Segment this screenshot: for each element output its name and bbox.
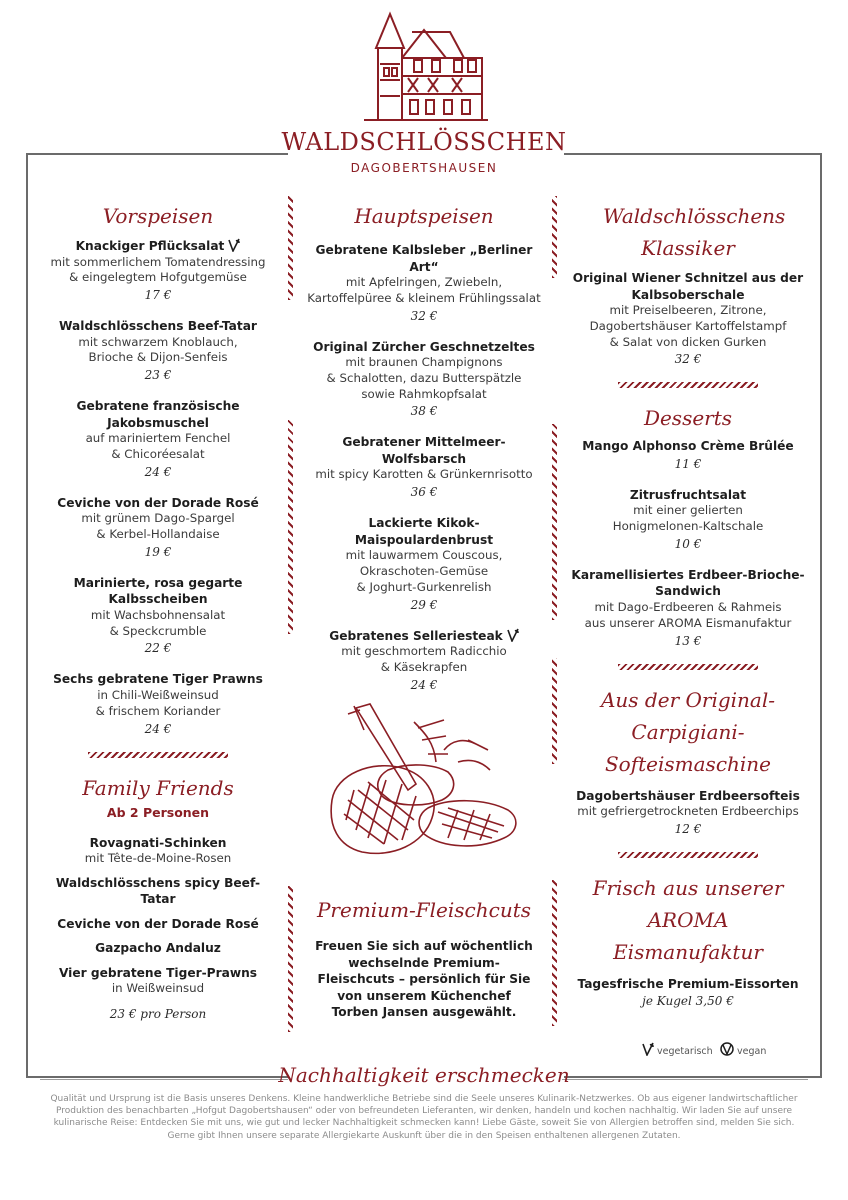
menu-item-name	[570, 270, 806, 303]
menu-item-name	[40, 965, 276, 982]
section-separator	[618, 382, 758, 388]
menu-item	[570, 270, 806, 368]
frame-left	[26, 153, 28, 1077]
legend-vegan-label: vegan	[737, 1046, 767, 1057]
menu-item-description: mit Dago-Erdbeeren & Rahmeis	[594, 599, 782, 614]
menu-item	[40, 671, 276, 737]
column-right	[570, 200, 806, 1024]
menu-item-description: mit geschmortem Radicchio	[341, 644, 507, 659]
menu-item-description: mit grünem Dago-Spargel	[81, 511, 235, 526]
aroma-list	[570, 976, 806, 1011]
menu-item-description: Dagobertshäuser Kartoffelstampf	[589, 318, 787, 333]
menu-item-price: 10 €	[674, 536, 702, 551]
menu-item-name	[40, 238, 276, 255]
menu-item-name	[570, 976, 806, 993]
menu-item-name	[40, 398, 276, 431]
menu-item-name	[304, 515, 544, 548]
menu-item	[304, 515, 544, 613]
legend-vegetarian	[638, 1042, 713, 1057]
section-title-mains: Hauptspeisen	[354, 204, 494, 228]
menu-item-description: mit spicy Karotten & Grünkernrisotto	[315, 467, 533, 482]
menu-item-description: mit einer gelierten	[633, 503, 743, 518]
menu-item-name-text: Gebratene Kalbsleber „Berliner Art“	[315, 243, 533, 274]
menu-item-name-text: Gebratene französische Jakobsmuschel	[76, 399, 240, 430]
menu-item-description: mit Wachsbohnensalat	[90, 607, 226, 622]
family-subtitle: Ab 2 Personen	[106, 804, 210, 820]
section-title-classics: Waldschlösschens Klassiker	[603, 204, 786, 260]
section-separator	[618, 664, 758, 670]
vegetarian-icon	[228, 238, 240, 252]
menu-item-name-text: Sechs gebratene Tiger Prawns	[53, 672, 263, 687]
menu-item-price: 13 €	[674, 633, 702, 648]
menu-item-price: 32 €	[410, 308, 438, 323]
menu-item-price: 12 €	[674, 821, 702, 836]
menu-item-name-text: Knackiger Pflücksalat	[75, 239, 225, 253]
brand-name: WALDSCHLÖSSCHEN	[281, 128, 567, 156]
section-title-softeis: Aus der Original-Carpigiani-Softeismaschine	[600, 687, 775, 776]
menu-item	[40, 495, 276, 561]
menu-item-description: & Schalotten, dazu Butterspätzle	[326, 370, 522, 385]
menu-item	[40, 398, 276, 481]
menu-item-price: 11 €	[674, 456, 702, 471]
menu-item-name	[570, 567, 806, 600]
section-separator	[618, 852, 758, 858]
menu-item	[570, 487, 806, 553]
menu-item-description: Brioche & Dijon-Senfeis	[88, 350, 228, 365]
menu-item-description: in Weißweinsud	[111, 981, 205, 996]
menu-item-description: & Speckcrumble	[109, 623, 207, 638]
menu-item-name	[40, 671, 276, 688]
menu-item	[570, 567, 806, 650]
starters-list	[40, 238, 276, 738]
menu-item-description: & Kerbel-Hollandaise	[96, 527, 220, 542]
vegetarian-icon	[507, 628, 519, 642]
section-title-desserts: Desserts	[643, 406, 733, 431]
menu-item-name-text: Tagesfrische Premium-Eissorten	[577, 976, 799, 991]
menu-item-name-text: Marinierte, rosa gegarte Kalbsscheiben	[73, 575, 243, 607]
menu-item-description: auf mariniertem Fenchel	[85, 431, 231, 446]
menu-item-name-text: Original Zürcher Geschnetzeltes	[313, 339, 535, 354]
mains-list	[304, 242, 544, 694]
menu-item-name-text: Waldschlösschens spicy Beef-Tatar	[55, 875, 261, 907]
divider-2b	[552, 424, 557, 620]
menu-item-name	[40, 835, 276, 852]
section-title-starters: Vorspeisen	[102, 204, 214, 228]
menu-item-description: in Chili-Weißweinsud	[97, 687, 219, 702]
menu-item-description: Okraschoten-Gemüse	[359, 564, 489, 579]
menu-item-name-text: Gebratenes Selleriesteak	[329, 628, 503, 643]
menu-item-description: mit braunen Champignons	[345, 355, 503, 370]
menu-item-name	[40, 875, 276, 908]
menu-item-name	[40, 940, 276, 957]
menu-item-name	[304, 242, 544, 275]
frame-right	[820, 153, 822, 1077]
menu-item-price: 32 €	[674, 352, 702, 367]
menu-item-price: 24 €	[144, 721, 172, 736]
menu-item-name-text: Gebratener Mittelmeer-Wolfsbarsch	[342, 435, 506, 466]
menu-item-price: 38 €	[410, 404, 438, 419]
divider-1c	[288, 886, 293, 1032]
menu-item	[304, 628, 544, 694]
menu-item-name	[304, 434, 544, 467]
menu-item-price: 24 €	[144, 464, 172, 479]
family-list	[40, 835, 276, 998]
menu-item-name-text: Waldschlösschens Beef-Tatar	[59, 319, 257, 334]
menu-item-name	[40, 916, 276, 933]
menu-item-price: 29 €	[410, 597, 438, 612]
classics-list	[570, 270, 806, 368]
menu-item-name-text: Karamellisiertes Erdbeer-Brioche-Sandwich	[571, 567, 805, 599]
family-price: 23 € pro Person	[109, 1007, 207, 1022]
desserts-list	[570, 438, 806, 649]
divider-1b	[288, 420, 293, 634]
menu-item-price: 36 €	[410, 485, 438, 500]
menu-item-name-text: Zitrusfruchtsalat	[629, 487, 747, 502]
softeis-list	[570, 788, 806, 838]
menu-item	[40, 940, 276, 957]
menu-item	[40, 875, 276, 908]
legend-vegetarian-label: vegetarisch	[657, 1046, 713, 1057]
menu-item-price: 22 €	[144, 641, 172, 656]
menu-item-description: mit schwarzem Knoblauch,	[78, 334, 238, 349]
menu-item-name	[570, 438, 806, 455]
vegan-icon	[720, 1042, 734, 1056]
section-separator	[88, 752, 228, 758]
menu-item-price: 24 €	[410, 677, 438, 692]
menu-item-description: mit Preiselbeeren, Zitrone,	[609, 303, 767, 317]
menu-item-name	[304, 628, 544, 645]
menu-item	[304, 434, 544, 501]
menu-item-description: Honigmelonen-Kaltschale	[612, 519, 764, 534]
menu-item-description: mit lauwarmem Couscous,	[345, 548, 503, 563]
menu-item-description: mit sommerlichem Tomatendressing	[50, 254, 266, 269]
divider-2a	[552, 196, 557, 278]
menu-item-name-text: Gazpacho Andaluz	[95, 941, 221, 956]
menu-item-description: mit gefriergetrockneten Erdbeerchips	[577, 804, 799, 819]
menu-item-name	[570, 788, 806, 805]
menu-item-name-text: Ceviche von der Dorade Rosé	[57, 916, 259, 931]
menu-item	[40, 575, 276, 658]
menu-item-description: & Käsekrapfen	[380, 659, 468, 674]
section-title-premium: Premium-Fleischcuts	[316, 898, 532, 922]
menu-item	[40, 965, 276, 997]
section-title-aroma: Frisch aus unserer AROMA Eismanufaktur	[592, 875, 784, 964]
menu-item-name-text: Lackierte Kikok-Maispoulardenbrust	[354, 516, 494, 547]
column-middle	[304, 200, 544, 708]
menu-item-name	[570, 487, 806, 504]
menu-item-description: & Joghurt-Gurkenrelish	[356, 579, 492, 594]
menu-item-name	[304, 339, 544, 356]
menu-item-name-text: Dagobertshäuser Erdbeersofteis	[576, 788, 800, 803]
menu-item-price: 17 €	[144, 288, 172, 303]
menu-item	[40, 916, 276, 933]
menu-item	[570, 976, 806, 1011]
menu-item-description: mit Tête-de-Moine-Rosen	[84, 851, 232, 866]
menu-item-name-text: Ceviche von der Dorade Rosé	[57, 495, 259, 510]
menu-item-name	[40, 575, 276, 608]
menu-item-price: 19 €	[144, 544, 172, 559]
footer-title: Nachhaltigkeit erschmecken	[278, 1063, 570, 1087]
menu-item-description: mit Apfelringen, Zwiebeln,	[345, 275, 503, 289]
menu-item-name	[40, 318, 276, 335]
divider-2c	[552, 658, 557, 764]
menu-item-name-text: Original Wiener Schnitzel aus der Kalbsoberschale	[572, 271, 804, 302]
menu-item-description: & frischem Koriander	[95, 703, 221, 718]
premium-section	[304, 894, 544, 1021]
menu-item	[570, 438, 806, 473]
divider-1a	[288, 196, 293, 300]
menu-item-name-text: Vier gebratene Tiger-Prawns	[58, 965, 258, 980]
meat-illustration	[318, 700, 528, 872]
menu-item-name-text: Rovagnati-Schinken	[89, 835, 227, 850]
menu-item-name	[40, 495, 276, 512]
legend-vegan	[716, 1042, 766, 1057]
menu-item	[570, 788, 806, 838]
menu-item-price: 23 €	[144, 368, 172, 383]
menu-item	[304, 339, 544, 421]
divider-2d	[552, 880, 557, 1026]
premium-text: Freuen Sie sich auf wöchentlich wechselnde Premium-Fleischcuts – persönlich für Sie von unserem Küchenchef Torben Jansen ausgewählt.	[315, 939, 533, 1019]
menu-item	[40, 238, 276, 304]
menu-item-description: Kartoffelpüree & kleinem Frühlingssalat	[307, 290, 541, 305]
menu-item	[40, 318, 276, 384]
menu-item-description: & eingelegtem Hofgutgemüse	[69, 270, 247, 285]
section-title-family: Family Friends	[82, 775, 234, 800]
menu-item-price: je Kugel 3,50 €	[642, 994, 734, 1009]
menu-item	[40, 835, 276, 867]
menu-item-description: sowie Rahmkopfsalat	[361, 386, 487, 401]
column-left	[40, 200, 276, 1023]
vegetarian-icon	[642, 1042, 654, 1056]
footer-text: Qualität und Ursprung ist die Basis unseres Denkens. Kleine handwerkliche Betriebe sind die Seele unseres Kulinarik-Netzwerkes. Ob aus eigener landwirtschaftlicher Produktion des benachbarten „Hofgut Dagobertshausen“ oder von befreundeten Lieferanten, wir denken, handeln und kochen nachhaltig. Wir laden Sie auf unsere kulinarische Reise: Entdecken Sie mit uns, wie gut und lecker Nachhaltigkeit schmecken kann! Liebe Gäste, soweit Sie von Allergien betroffen sind, melden Sie sich. Gerne gibt Ihnen unsere separate Allergiekarte Auskunft über die in den Speisen enthaltenen allergenen Zutaten.	[50, 1094, 798, 1141]
menu-item-name-text: Mango Alphonso Crème Brûlée	[582, 439, 794, 454]
menu-item-description: & Chicoréesalat	[111, 446, 205, 461]
castle-logo	[354, 8, 494, 126]
menu-item-description: & Salat von dicken Gurken	[609, 334, 767, 349]
brand-city: DAGOBERTSHAUSEN	[350, 161, 498, 175]
menu-item	[304, 242, 544, 325]
menu-item-description: aus unserer AROMA Eismanufaktur	[584, 615, 792, 630]
